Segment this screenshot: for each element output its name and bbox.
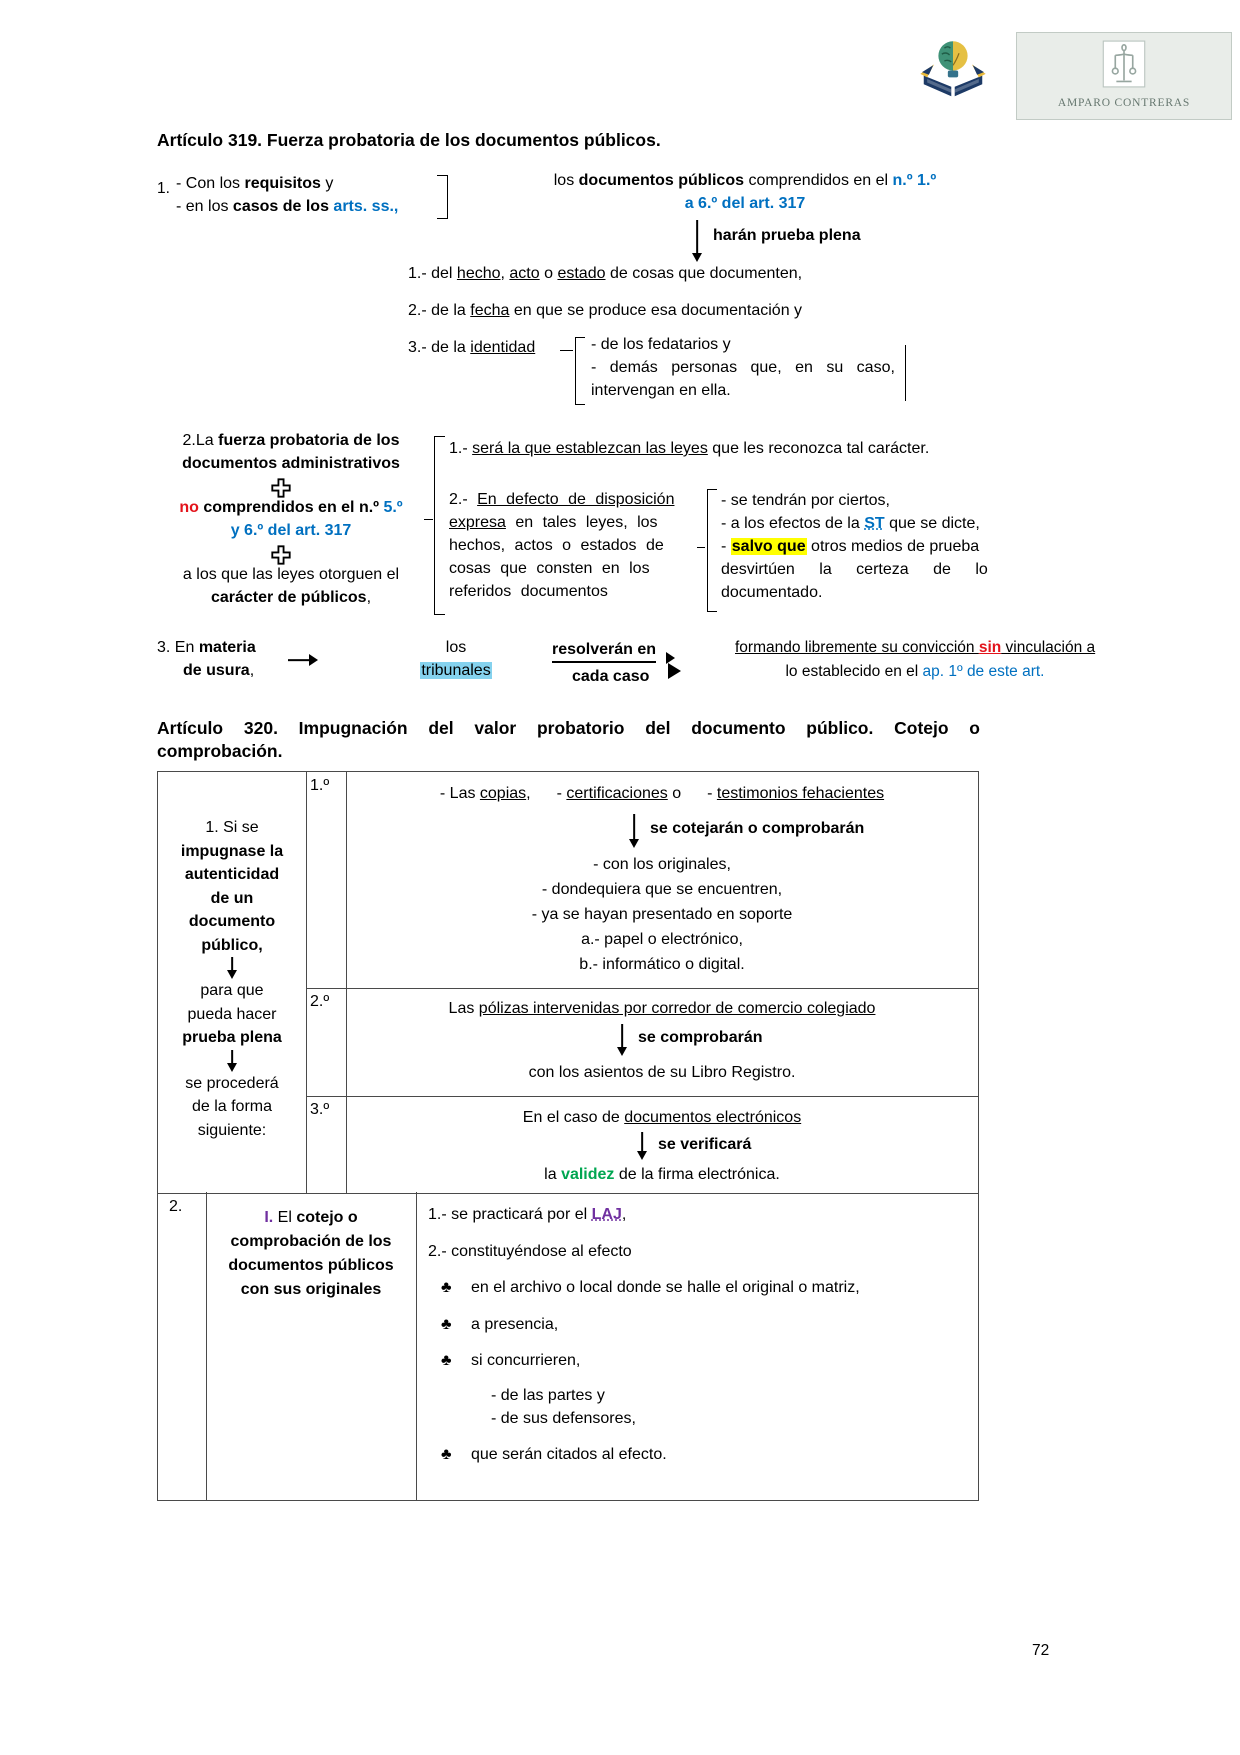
t1-row1-item: b.- informático o digital. [579, 956, 745, 973]
t1-row1-item: - ya se hayan presentado en soporte [531, 906, 793, 923]
t1-row1-certificaciones: - certificaciones o [556, 785, 682, 802]
t1-row2-arrow-label: se comprobarán [638, 1029, 763, 1046]
page-number: 72 [1032, 1642, 1050, 1659]
s3-tribunales-line1: los [445, 639, 467, 656]
t2-bullet-1-text: en el archivo o local donde se halle el original o matriz, [471, 1279, 860, 1296]
bracket-left [575, 337, 585, 405]
table-divider [346, 772, 347, 1193]
scales-icon [1102, 40, 1146, 93]
t1-left-cell [158, 816, 306, 1142]
table-divider [416, 1192, 417, 1500]
section1-consequence-line2: a 6.º del art. 317 [684, 195, 806, 212]
section1-conditions [176, 172, 441, 218]
t2-heading [206, 1206, 416, 1302]
right-arrow-icon [288, 652, 318, 668]
t1-row2-top: Las pólizas intervenidas por corredor de comercio colegiado [448, 1000, 876, 1017]
s3-subject-line1: 3. En materia [157, 639, 256, 656]
t1-left-l4: de un [210, 889, 254, 907]
table-divider [306, 772, 307, 1193]
s2-rule-1: 1.- será la que establezcan las leyes que les reconozca tal carácter. [449, 440, 930, 457]
s2-rule-2-line3: hechos, actos o estados de [449, 537, 664, 554]
club-bullet-icon: ♣ [441, 1279, 452, 1296]
t2-sub-2: - de sus defensores, [491, 1410, 636, 1427]
t2-bullet-3 [441, 1352, 580, 1370]
t1-left-l7: para que [200, 982, 264, 999]
article-319-title: Artículo 319. Fuerza probatoria de los documentos públicos. [157, 130, 661, 150]
bracket-right [437, 175, 448, 219]
t1-row3-number: 3.º [310, 1101, 330, 1118]
t1-left-l1: 1. Si se [205, 819, 259, 836]
down-arrow-icon [628, 814, 640, 848]
s2-effects [721, 489, 1031, 604]
brand-name: AMPARO CONTRERAS [1057, 97, 1191, 109]
connector-dash [424, 519, 433, 520]
t1-row1-copias: - Las copias, [439, 785, 531, 802]
t1-row1-arrow-label: se cotejarán o comprobarán [650, 820, 865, 837]
bracket-left [707, 489, 717, 612]
s2-left-line2: documentos administrativos [182, 455, 400, 472]
down-arrow-icon [636, 1132, 648, 1160]
s2-left-line5: a los que las leyes otorguen el [182, 566, 400, 583]
club-bullet-icon: ♣ [441, 1446, 452, 1463]
article-320-title-line2: comprobación. [157, 741, 283, 761]
art320-table-2 [157, 1192, 979, 1501]
t2-bullet-4-text: que serán citados al efecto. [471, 1446, 667, 1463]
t1-row1-top [350, 785, 974, 803]
t1-left-l2: impugnase la [180, 842, 284, 860]
t1-row3-bottom: la validez de la firma electrónica. [544, 1166, 780, 1183]
table-divider [306, 988, 978, 989]
article-320-title-line1: Artículo 320. Impugnación del valor probatorio del documento público. Cotejo o [157, 718, 980, 738]
t1-left-l9: prueba plena [182, 1029, 282, 1046]
t1-left-l5: documento [188, 913, 276, 930]
s2-effect-5: documentado. [721, 584, 823, 601]
club-bullet-icon: ♣ [441, 1352, 452, 1369]
down-arrow-icon [226, 1050, 238, 1072]
t1-row1-testimonios: - testimonios fehacientes [707, 785, 885, 802]
section1-number: 1. [157, 180, 170, 197]
t1-row3-arrow-label: se verificará [658, 1136, 752, 1153]
t1-row1-list [350, 852, 974, 977]
down-arrow-icon [226, 957, 238, 979]
s2-effect-4: desvirtúen la certeza de lo [721, 561, 988, 578]
t2-bullet-1 [441, 1279, 860, 1297]
t2-sub-1: - de las partes y [491, 1387, 605, 1404]
brand-logo-brain-book-icon [910, 24, 996, 110]
t1-row1-item: a.- papel o electrónico, [581, 931, 743, 948]
s3-subject-line2: de usura, [183, 662, 255, 679]
proof-item-2: 2.- de la fecha en que se produce esa documentación y [408, 302, 803, 319]
s2-left-line1: 2.La fuerza probatoria de los [182, 432, 400, 449]
t2-number: 2. [169, 1198, 183, 1215]
t1-left-l12: siguiente: [197, 1121, 267, 1139]
s2-rule-2-line2: expresa en tales leyes, los [449, 514, 658, 531]
t1-row1-number: 1.º [310, 777, 330, 794]
art320-table-1 [157, 771, 979, 1194]
connector-dash [697, 547, 705, 548]
identity-sub-3: intervengan en ella. [591, 382, 731, 399]
t1-row2-bottom: con los asientos de su Libro Registro. [528, 1064, 796, 1081]
down-arrow-icon [616, 1024, 628, 1056]
s2-effect-2: - a los efectos de la ST que se dicte, [721, 515, 980, 532]
brand-badge [1016, 32, 1232, 120]
down-arrow-icon [691, 220, 703, 262]
s3-resolveran-line2: cada caso [572, 668, 650, 685]
bracket-left [434, 436, 445, 615]
t1-row1-item: - con los originales, [593, 856, 731, 873]
identity-sub-2: - demás personas que, en su caso, [591, 359, 895, 376]
t2-item-2: 2.- constituyéndose al efecto [428, 1243, 632, 1260]
proof-item-1: 1.- del hecho, acto o estado de cosas que documenten, [408, 265, 803, 282]
s3-result-line1: formando libremente su convicción sin vinculación a [735, 639, 1096, 656]
s2-left-line4: y 6.º del art. 317 [230, 522, 352, 539]
proof-item-3: 3.- de la identidad [408, 339, 536, 356]
section1-consequence-line1: los documentos públicos comprendidos en el n.º 1.º [553, 172, 937, 189]
club-bullet-icon: ♣ [441, 1316, 452, 1333]
t2-heading-line3: documentos públicos [228, 1257, 394, 1274]
t1-row3-top: En el caso de documentos electrónicos [522, 1109, 802, 1126]
s2-rule-2-line5: referidos documentos [449, 583, 608, 600]
t1-row1-item: - dondequiera que se encuentren, [541, 881, 783, 898]
condition-line-1: - Con los requisitos y [176, 175, 334, 192]
haran-prueba-plena-label: harán prueba plena [713, 227, 861, 244]
s2-rule-2 [449, 488, 692, 603]
s2-rule-2-line4: cosas que consten en los [449, 560, 650, 577]
t1-row2-number: 2.º [310, 993, 330, 1010]
t1-left-l3: autenticidad [184, 866, 280, 883]
s2-rule-2-line1: 2.- En defecto de disposición [449, 491, 675, 508]
connector-dash [560, 350, 573, 351]
s2-left-line6: carácter de públicos, [210, 589, 372, 606]
t2-heading-line2: comprobación de los [230, 1233, 392, 1250]
bracket-line-right [905, 345, 906, 401]
s3-result-line2: lo establecido en el ap. 1º de este art. [785, 663, 1045, 680]
t2-item-1: 1.- se practicará por el LAJ, [428, 1206, 627, 1223]
t2-bullet-4 [441, 1446, 667, 1464]
right-arrowhead-icon [668, 663, 681, 679]
s3-resolveran-line1: resolverán en [552, 641, 656, 663]
s2-left-line3: no comprendidos en el n.º 5.º [179, 499, 403, 516]
t2-bullet-3-text: si concurrieren, [471, 1352, 581, 1369]
t2-heading-line1: I. El cotejo o [264, 1209, 358, 1226]
t1-left-l10: se procederá [185, 1074, 279, 1092]
t2-heading-line4: con sus originales [240, 1281, 382, 1298]
identity-sub-1: - de los fedatarios y [591, 336, 731, 353]
s2-effect-1: - se tendrán por ciertos, [721, 492, 890, 509]
t1-left-l11: de la forma [191, 1098, 273, 1115]
t1-left-l8: pueda hacer [187, 1005, 277, 1023]
table-divider [306, 1096, 978, 1097]
t1-left-l6: público, [201, 936, 263, 954]
t2-bullet-2-text: a presencia, [471, 1316, 559, 1333]
s2-effect-3: - salvo que otros medios de prueba [721, 538, 980, 555]
t2-bullet-2 [441, 1316, 558, 1334]
condition-line-2: - en los casos de los arts. ss., [176, 198, 399, 215]
s3-tribunales-line2: tribunales [421, 662, 491, 679]
